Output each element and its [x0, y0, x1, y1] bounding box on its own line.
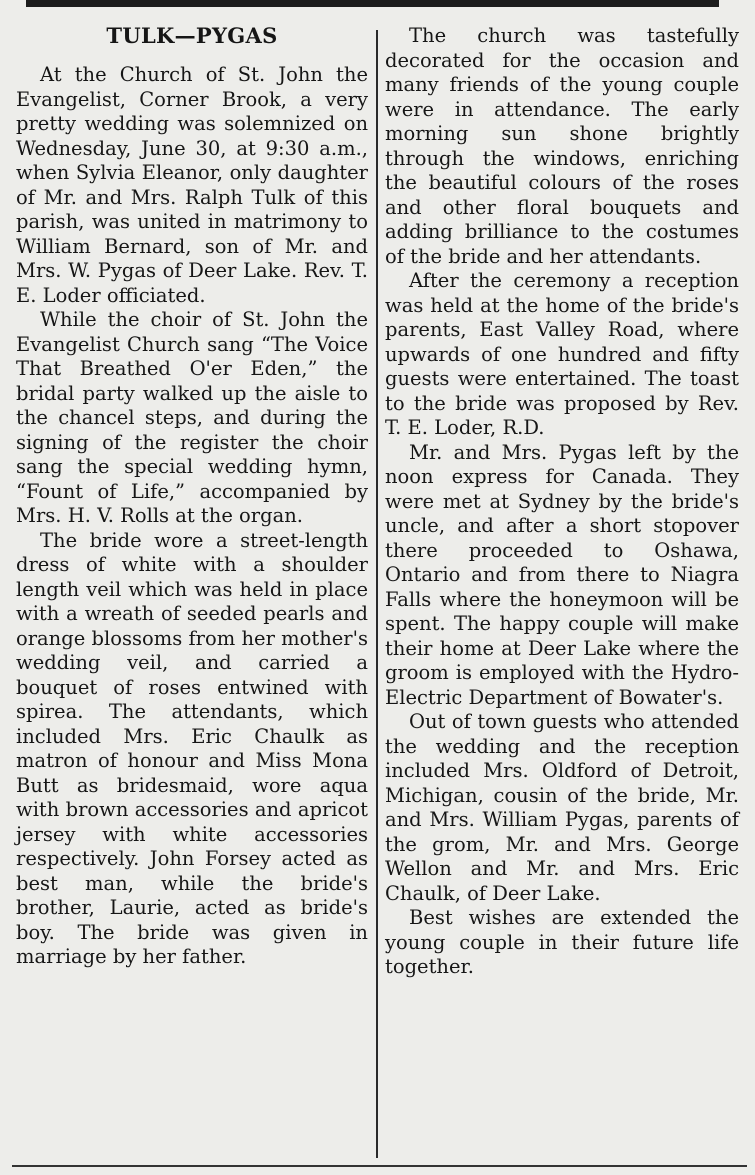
- left-column: [16, 22, 368, 970]
- paragraph: Out of town guests who attended the wedding and the reception included Mrs. Oldford of Detroit, Michigan, cousin of the bride, Mr. and Mrs. William Pygas, parents of the grom, Mr. and Mrs. George Wellon and Mr. and Mrs. Eric Chaulk, of Deer Lake.: [385, 710, 739, 905]
- paragraph: After the ceremony a reception was held at the home of the bride's parents, East Valley Road, where upwards of one hundred and fifty guests were entertained. The toast to the bride was proposed by Rev. T. E. Loder, R.D.: [385, 269, 739, 439]
- paragraph: Mr. and Mrs. Pygas left by the noon express for Canada. They were met at Sydney by the bride's uncle, and after a short stopover there proceeded to Oshawa, Ontario and from there to Niagra Falls where the honeymoon will be spent. The happy couple will make their home at Deer Lake where the groom is employed with the Hydro-Electric Department of Bowater's.: [385, 440, 739, 709]
- paragraph: While the choir of St. John the Evangelist Church sang “The Voice That Breathed O'er Eden,” the bridal party walked up the aisle to the chancel steps, and during the signing of the register the choir sang the special wedding hymn, “Fount of Life,” accompanied by Mrs. H. V. Rolls at the organ.: [16, 308, 368, 527]
- headline: TULK—PYGAS: [106, 23, 278, 48]
- paragraph: The church was tastefully decorated for the occasion and many friends of the young couple were in attendance. The early morning sun shone brightly through the windows, enriching the beautiful colours of the roses and other floral bouquets and adding brilliance to the costumes of the bride and her attendants.: [385, 24, 739, 268]
- paragraph: Best wishes are extended the young couple in their future life together.: [385, 906, 739, 978]
- paragraph: At the Church of St. John the Evangelist, Corner Brook, a very pretty wedding was solemnized on Wednesday, June 30, at 9:30 a.m., when Sylvia Eleanor, only daughter of Mr. and Mrs. Ralph Tulk of this parish, was united in matrimony to William Bernard, son of Mr. and Mrs. W. Pygas of Deer Lake. Rev. T. E. Loder officiated.: [16, 63, 368, 307]
- right-column: [385, 22, 739, 980]
- paragraph: The bride wore a street-length dress of white with a shoulder length veil which was held in place with a wreath of seeded pearls and orange blossoms from her mother's wedding veil, and carried a bouquet of roses entwined with spirea. The attendants, which included Mrs. Eric Chaulk as matron of honour and Miss Mona Butt as bridesmaid, wore aqua with brown accessories and apricot jersey with white accessories respectively. John Forsey acted as best man, while the bride's brother, Laurie, acted as bride's boy. The bride was given in marriage by her father.: [16, 528, 368, 968]
- column-divider: [376, 30, 378, 1158]
- bottom-rule: [12, 1165, 747, 1167]
- top-rule: [26, 0, 719, 7]
